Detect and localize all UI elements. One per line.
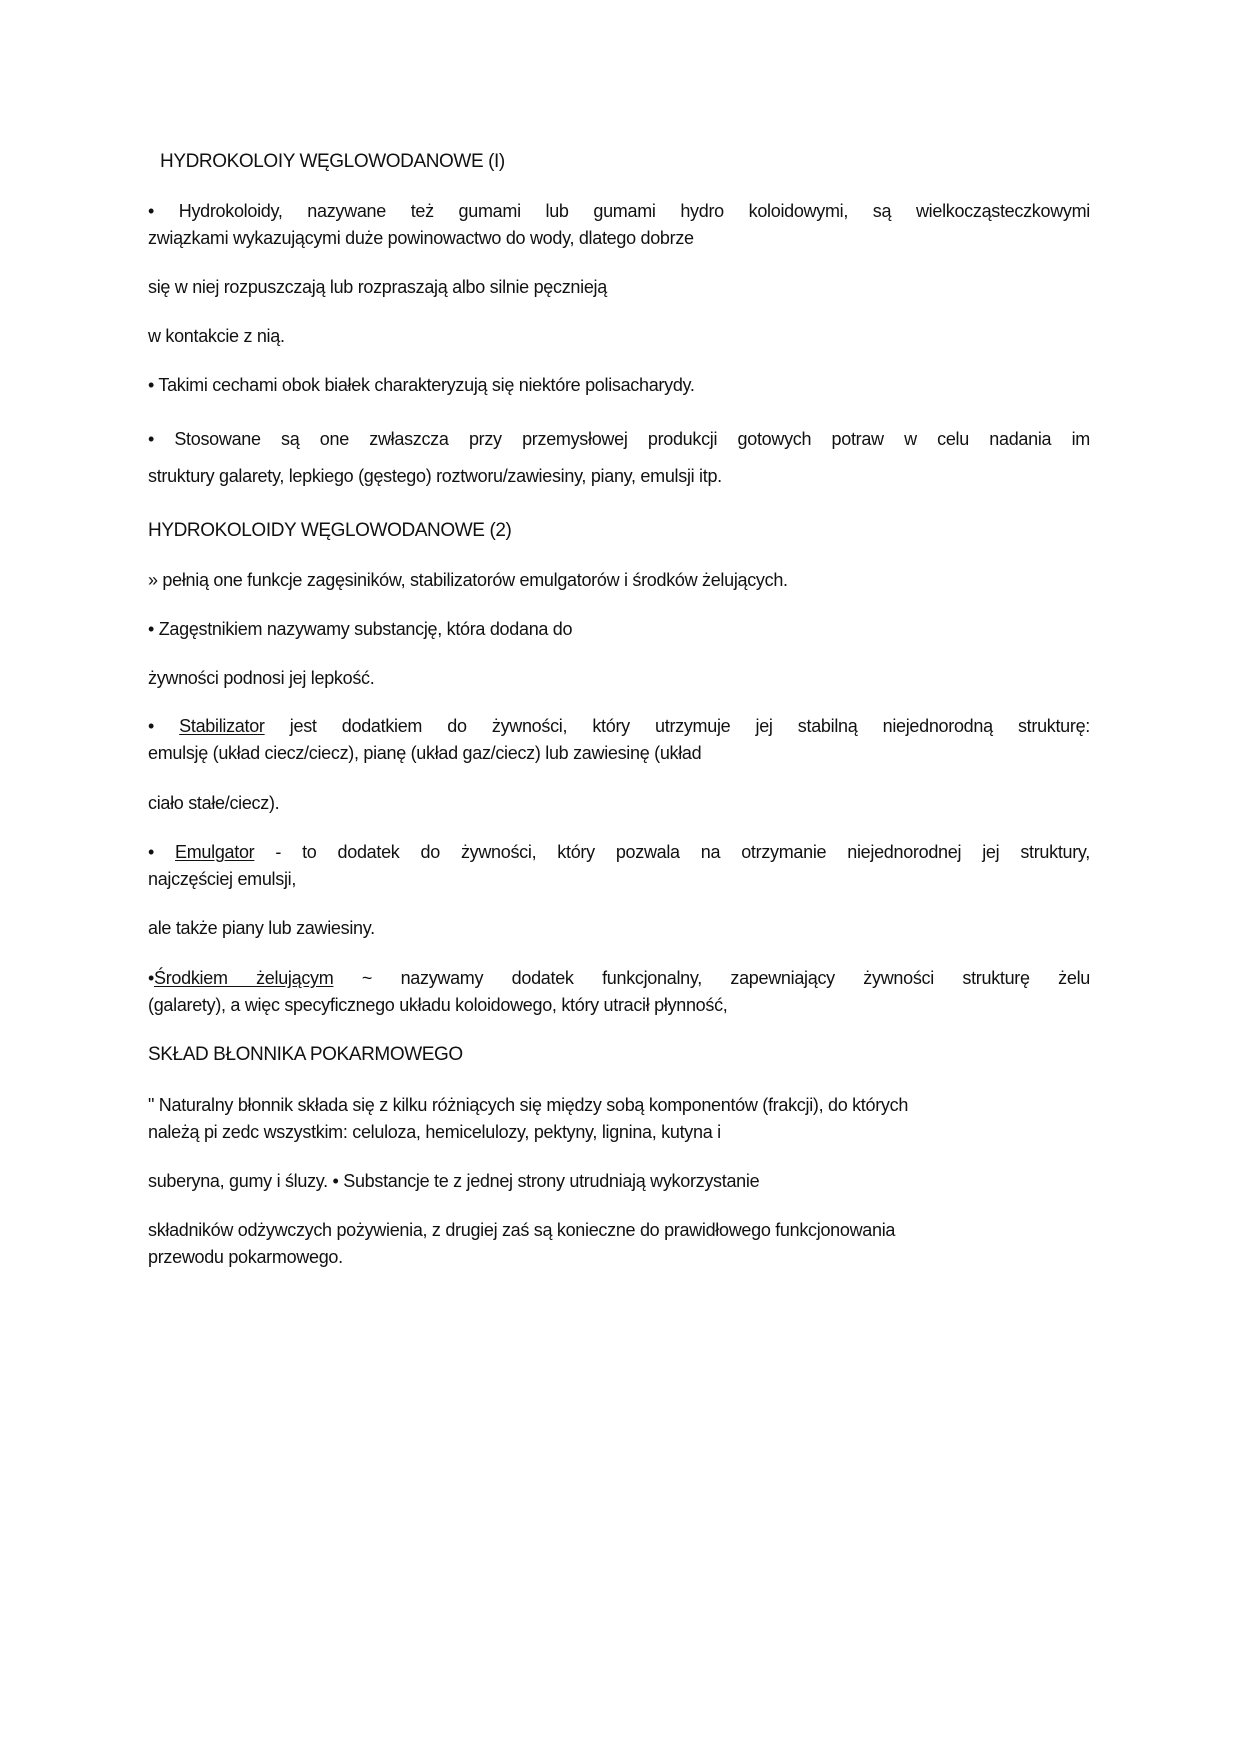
- text-line: najczęściej emulsji,: [148, 869, 297, 889]
- term-emulgator: Emulgator: [175, 842, 255, 862]
- paragraph: [148, 1092, 1090, 1146]
- bullet: •: [148, 842, 176, 862]
- paragraph: • Takimi cechami obok białek charakteryzują się niektóre polisacharydy.: [148, 375, 695, 395]
- text-line: [148, 839, 1090, 866]
- section2-heading: HYDROKOLOIDY WĘGLOWODANOWE (2): [148, 520, 512, 541]
- term-stabilizator: Stabilizator: [179, 716, 265, 736]
- bullet: •: [148, 716, 180, 736]
- paragraph: » pełnią one funkcje zagęsiników, stabilizatorów emulgatorów i środków żelujących.: [148, 570, 788, 590]
- text: jest dodatkiem do żywności, który utrzymuje jej stabilną niejednorodną strukturę:: [264, 716, 1090, 736]
- section3-heading: SKŁAD BŁONNIKA POKARMOWEGO: [148, 1044, 463, 1065]
- paragraph: [148, 1217, 1090, 1271]
- text-line: przewodu pokarmowego.: [148, 1247, 343, 1267]
- bullet: •: [148, 968, 155, 988]
- paragraph: [148, 713, 1090, 767]
- text: - to dodatek do żywności, który pozwala na otrzymanie niejednorodnej jej struktury,: [254, 842, 1090, 862]
- paragraph: ale także piany lub zawiesiny.: [148, 918, 375, 938]
- paragraph: żywności podnosi jej lepkość.: [148, 668, 375, 688]
- text-line: • Stosowane są one zwłaszcza przy przemysłowej produkcji gotowych potraw w celu nadania im: [148, 429, 1090, 449]
- paragraph: ciało stałe/ciecz).: [148, 793, 280, 813]
- paragraph: • Zagęstnikiem nazywamy substancję, która dodana do: [148, 619, 573, 639]
- paragraph: [148, 965, 1090, 1019]
- text-line: [148, 713, 1090, 740]
- text-line: • Hydrokoloidy, nazywane też gumami lub gumami hydro koloidowymi, są wielkocząsteczkowymi: [148, 201, 1090, 221]
- paragraph: się w niej rozpuszczają lub rozpraszają albo silnie pęcznieją: [148, 277, 607, 297]
- text-line: związkami wykazującymi duże powinowactwo do wody, dlatego dobrze: [148, 228, 694, 248]
- text-line: struktury galarety, lepkiego (gęstego) roztworu/zawiesiny, piany, emulsji itp.: [148, 466, 722, 486]
- paragraph: w kontakcie z nią.: [148, 326, 285, 346]
- text-line: (galarety), a więc specyficznego układu koloidowego, który utracił płynność,: [148, 995, 728, 1015]
- text-line: [148, 965, 1090, 992]
- text: ~ nazywamy dodatek funkcjonalny, zapewniający żywności strukturę żelu: [333, 968, 1091, 988]
- text-line: należą pi zedc wszystkim: celuloza, hemicelulozy, pektyny, lignina, kutyna i: [148, 1122, 721, 1142]
- paragraph: [148, 421, 1090, 495]
- paragraph: [148, 198, 1090, 252]
- section1-heading: HYDROKOLOIY WĘGLOWODANOWE (I): [160, 151, 505, 172]
- text-line: składników odżywczych pożywienia, z drugiej zaś są konieczne do prawidłowego funkcjonowania: [148, 1220, 896, 1240]
- paragraph: suberyna, gumy i śluzy. • Substancje te z jednej strony utrudniają wykorzystanie: [148, 1171, 760, 1191]
- term-srodek-zelujacy: Środkiem żelującym: [154, 968, 334, 988]
- text-line: emulsję (układ ciecz/ciecz), pianę (układ gaz/ciecz) lub zawiesinę (układ: [148, 743, 702, 763]
- paragraph: [148, 839, 1090, 893]
- text-line: " Naturalny błonnik składa się z kilku różniących się między sobą komponentów (frakcji), do których: [148, 1095, 909, 1115]
